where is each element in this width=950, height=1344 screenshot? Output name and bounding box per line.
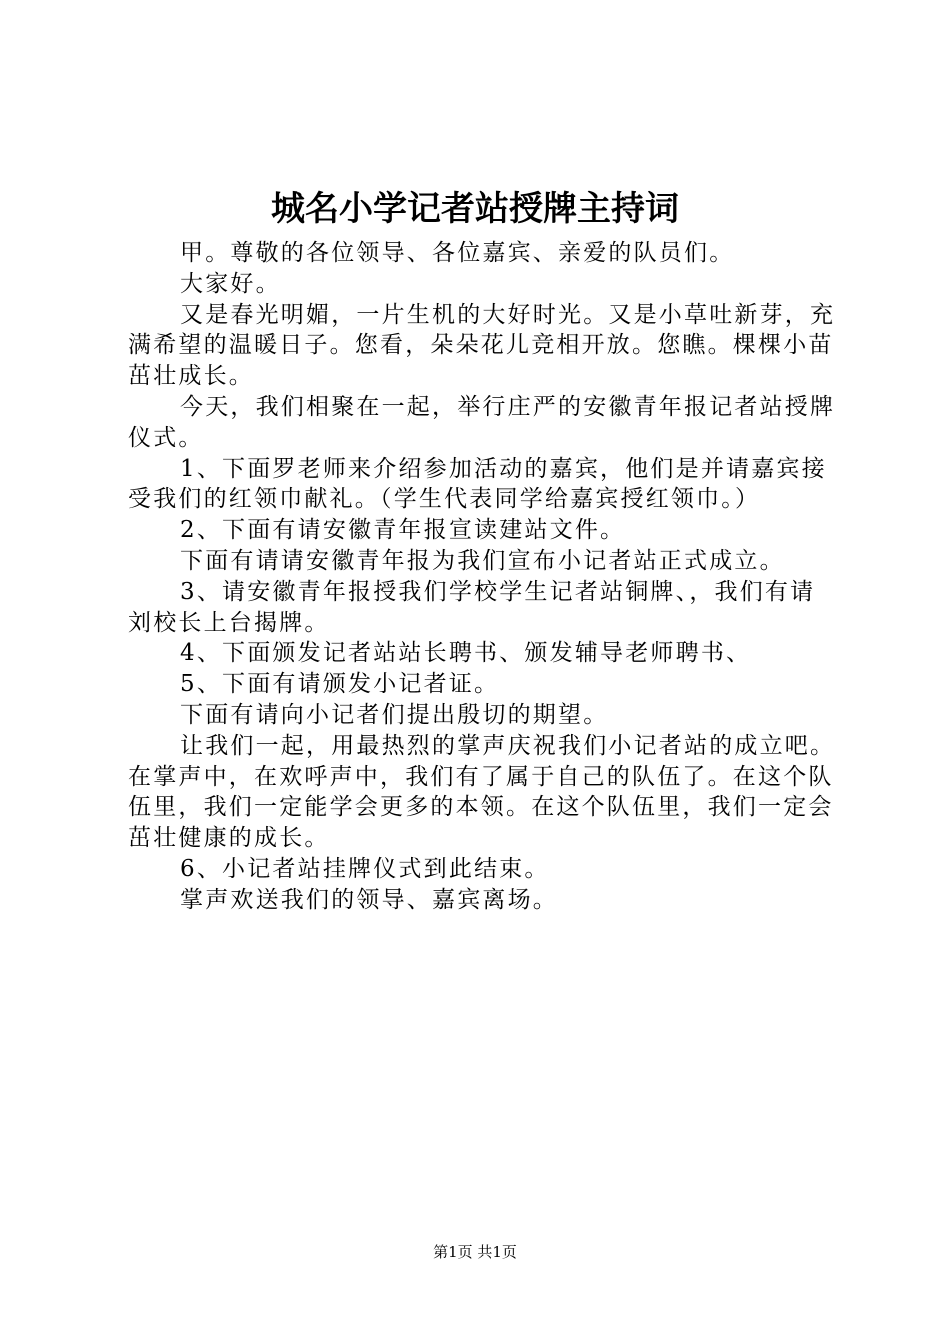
paragraph: 2、下面有请安徽青年报宣读建站文件。 [180,517,626,544]
paragraph: 下面有请请安徽青年报为我们宣布小记者站正式成立。 [180,547,785,574]
paragraph: 让我们一起，用最热烈的掌声庆祝我们小记者站的成立吧。在掌声中，在欢呼声中，我们有了属于自己的队伍了。在这个队伍里，我们一定能学会更多的本领。在这个队伍里，我们一定会茁壮健康的成长。 [128,732,836,852]
document-title: 城名小学记者站授牌主持词 [271,189,679,229]
paragraph: 又是春光明媚，一片生机的大好时光。又是小草吐新芽，充满希望的温暖日子。您看，朵朵花儿竞相开放。您瞧。棵棵小苗茁壮成长。 [128,301,836,390]
paragraph: 甲。尊敬的各位领导、各位嘉宾、亲爱的队员们。 [180,240,735,266]
paragraph: 下面有请向小记者们提出殷切的期望。 [180,701,609,728]
page-footer: 第1页 共1页 [433,1243,517,1261]
paragraph: 5、下面有请颁发小记者证。 [180,671,500,698]
paragraph: 1、下面罗老师来介绍参加活动的嘉宾，他们是并请嘉宾接受我们的红领巾献礼。（学生代表同学给嘉宾授红领巾。） [128,455,827,513]
paragraph: 4、下面颁发记者站站长聘书、颁发辅导老师聘书、 [180,640,752,667]
paragraph: 掌声欢送我们的领导、嘉宾离场。 [180,886,558,913]
paragraph: 6、小记者站挂牌仪式到此结束。 [180,855,550,882]
paragraph: 今天，我们相聚在一起，举行庄严的安徽青年报记者站授牌仪式。 [128,393,836,451]
document-body [128,238,838,916]
paragraph: 大家好。 [180,270,281,297]
paragraph: 3、请安徽青年报授我们学校学生记者站铜牌、，我们有请刘校长上台揭牌。 [128,578,816,636]
